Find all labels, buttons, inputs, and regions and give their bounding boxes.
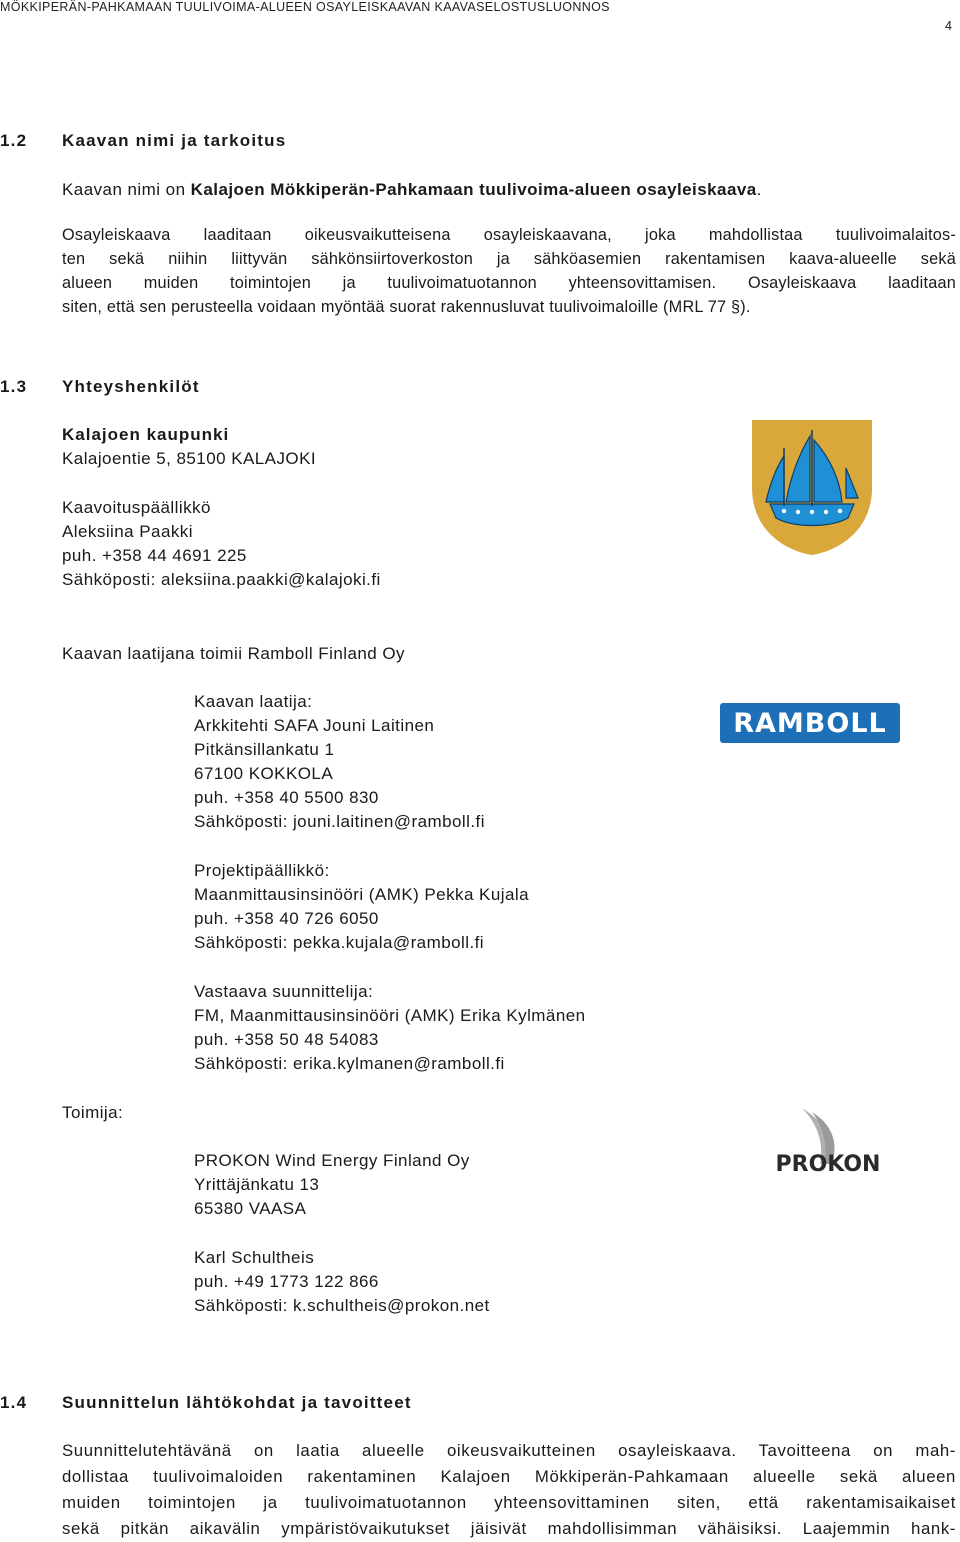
contact-line: puh. +358 50 48 54083: [194, 1030, 379, 1049]
section-number: 1.3: [0, 377, 28, 396]
contact-line: Arkkitehti SAFA Jouni Laitinen: [194, 716, 435, 735]
contact-line: PROKON Wind Energy Finland Oy: [194, 1151, 470, 1170]
client-contact: [194, 1246, 490, 1318]
section-title: Kaavan nimi ja tarkoitus: [62, 131, 287, 150]
plan-name-prefix: Kaavan nimi on: [62, 180, 191, 199]
section-title: Suunnittelun lähtökohdat ja tavoitteet: [62, 1393, 412, 1412]
contact-line: Pitkänsillankatu 1: [194, 740, 335, 759]
planner-intro: Kaavan laatijana toimii Ramboll Finland Oy: [62, 644, 406, 663]
paragraph-line: sekä pitkän aikavälin ympäristövaikutukset jäisivät mahdollisimman vähäisiksi. Laajemmin hank-: [62, 1519, 956, 1538]
paragraph-line: Osayleiskaava laaditaan oikeusvaikutteisena osayleiskaavana, joka mahdollistaa tuulivoimalaitos-: [62, 226, 956, 244]
running-header: MÖKKIPERÄN-PAHKAMAAN TUULIVOIMA-ALUEEN OSAYLEISKAAVAN KAAVASELOSTUSLUONNOS: [0, 0, 610, 14]
plan-name-line: [62, 178, 762, 202]
paragraph-line: Suunnittelutehtävänä on laatia alueelle oikeusvaikutteinen osayleiskaava. Tavoitteena on mah-: [62, 1441, 956, 1460]
client-address: [194, 1149, 470, 1221]
section-heading-1-4: [0, 1393, 960, 1417]
city-address: Kalajoentie 5, 85100 KALAJOKI: [62, 449, 317, 468]
section-number: 1.2: [0, 131, 28, 150]
kalajoki-coat-of-arms-logo: [750, 418, 874, 556]
contact-line: Kaavan laatija:: [194, 692, 313, 711]
plan-name: Kalajoen Mökkiperän-Pahkamaan tuulivoima-alueen osayleiskaava: [190, 180, 757, 199]
contact-line: FM, Maanmittausinsinööri (AMK) Erika Kylmänen: [194, 1006, 586, 1025]
contact-line: Sähköposti: jouni.laitinen@ramboll.fi: [194, 812, 485, 831]
project-manager-contact: [194, 859, 529, 955]
city-name: Kalajoen kaupunki: [62, 425, 230, 444]
contact-line: Projektipäällikkö:: [194, 861, 330, 880]
paragraph-line: dollistaa tuulivoimaloiden rakentaminen Kalajoen Mökkiperän-Pahkamaan alueelle sekä alueen: [62, 1467, 956, 1486]
paragraph-line: siten, että sen perusteella voidaan myöntää suorat rakennusluvat tuulivoimaloille (MRL 77 §).: [62, 298, 751, 316]
contact-line: Kaavoituspäällikkö: [62, 498, 211, 517]
section-number: 1.4: [0, 1393, 28, 1412]
contact-line: Yrittäjänkatu 13: [194, 1175, 320, 1194]
prokon-logo-text: PROKON: [775, 1152, 881, 1176]
contact-line: Aleksiina Paakki: [62, 522, 193, 541]
section-title: Yhteyshenkilöt: [62, 377, 200, 396]
contact-line: Sähköposti: pekka.kujala@ramboll.fi: [194, 933, 485, 952]
city-contact: [62, 496, 381, 592]
planner-contact: [194, 690, 485, 834]
prokon-logo: [768, 1104, 888, 1176]
paragraph-line: muiden toimintojen ja tuulivoimatuotannon yhteensovittaminen siten, että rakentamisaikaiset: [62, 1493, 956, 1512]
designer-contact: [194, 980, 586, 1076]
goals-paragraph: [62, 1438, 956, 1542]
plan-name-suffix: .: [756, 180, 762, 199]
section-heading-1-3: [0, 377, 960, 401]
purpose-paragraph: [62, 223, 956, 319]
contact-line: 67100 KOKKOLA: [194, 764, 334, 783]
contact-line: Karl Schultheis: [194, 1248, 315, 1267]
contact-line: puh. +358 40 5500 830: [194, 788, 379, 807]
contact-line: Sähköposti: aleksiina.paakki@kalajoki.fi: [62, 570, 381, 589]
ramboll-logo: [720, 703, 900, 743]
contact-line: Sähköposti: erika.kylmanen@ramboll.fi: [194, 1054, 505, 1073]
contact-line: puh. +49 1773 122 866: [194, 1272, 379, 1291]
contact-line: Maanmittausinsinööri (AMK) Pekka Kujala: [194, 885, 530, 904]
ramboll-logo-text: RAMBOLL: [733, 707, 887, 739]
contact-line: puh. +358 40 726 6050: [194, 909, 379, 928]
contact-line: Vastaava suunnittelija:: [194, 982, 374, 1001]
contact-line: puh. +358 44 4691 225: [62, 546, 247, 565]
contact-line: 65380 VAASA: [194, 1199, 307, 1218]
paragraph-line: alueen muiden toimintojen ja tuulivoimatuotannon yhteensovittamisen. Osayleiskaava laaditaan: [62, 274, 956, 292]
client-label: Toimija:: [62, 1103, 124, 1122]
contact-line: Sähköposti: k.schultheis@prokon.net: [194, 1296, 490, 1315]
paragraph-line: ten sekä niihin liittyvän sähkönsiirtoverkoston ja sähköasemien rakentamisen kaava-alueelle sekä: [62, 250, 956, 268]
page-number: 4: [945, 19, 952, 33]
section-heading-1-2: [0, 131, 960, 155]
